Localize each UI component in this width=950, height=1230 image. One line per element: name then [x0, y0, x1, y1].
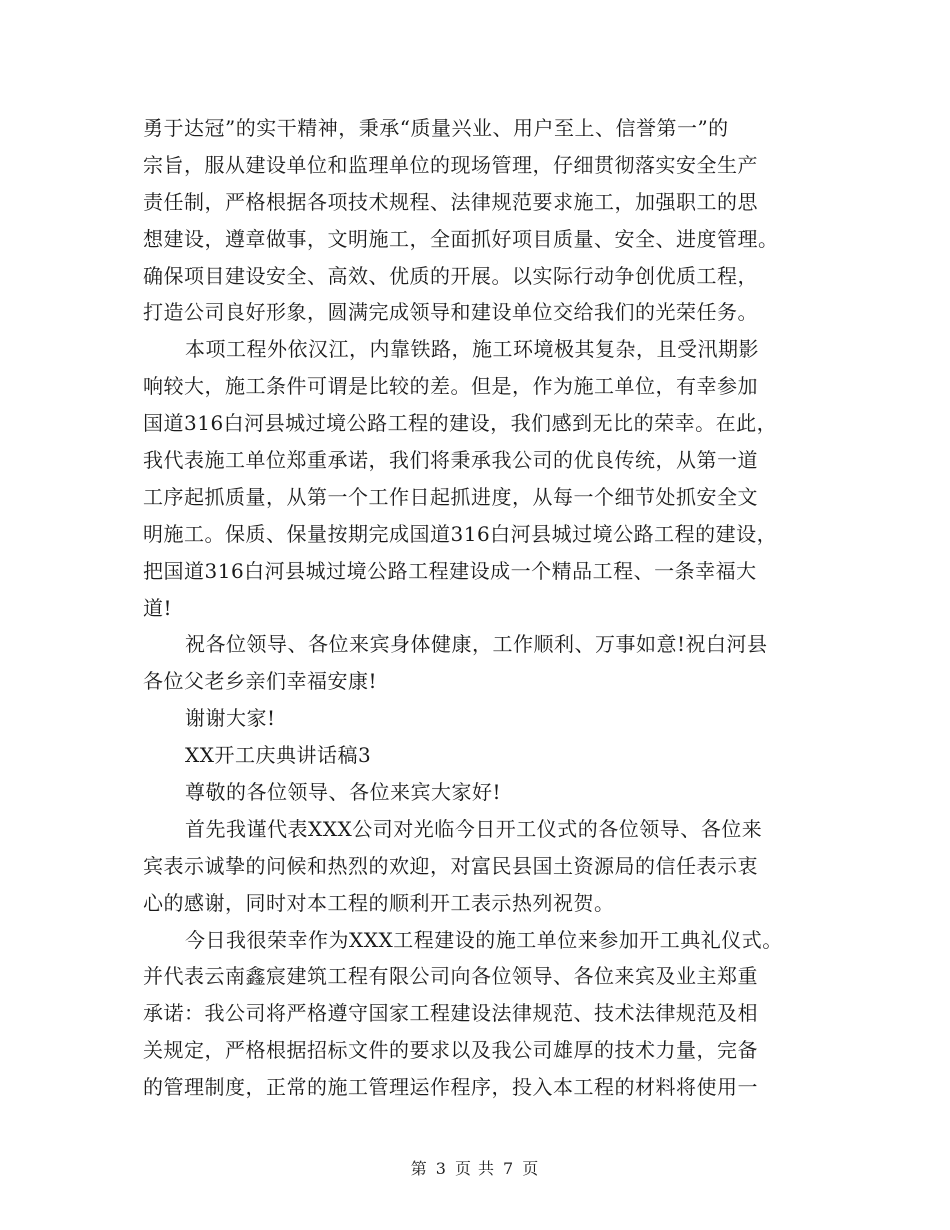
text-line: 宾表示诚挚的问候和热烈的欢迎，对富民县国土资源局的信任表示衷 [143, 853, 758, 878]
text-line: 尊敬的各位领导、各位来宾大家好! [185, 780, 502, 805]
text-line: 响较大，施工条件可谓是比较的差。但是，作为施工单位，有幸参加 [143, 374, 758, 399]
footer-total-pages: 7 [503, 1159, 515, 1178]
text-line: 各位父老乡亲们幸福安康! [143, 669, 378, 694]
text-line: 承诺：我公司将严格遵守国家工程建设法律规范、技术法律规范及相 [143, 1001, 758, 1026]
text-line: 道! [143, 595, 173, 620]
text-line: 心的感谢，同时对本工程的顺利开工表示热列祝贺。 [143, 890, 615, 915]
footer-suffix: 页 [522, 1159, 540, 1178]
text-line: 的管理制度，正常的施工管理运作程序，投入本工程的材料将使用一 [143, 1075, 758, 1100]
text-line: 本项工程外依汉江，内靠铁路，施工环境极其复杂，且受汛期影 [185, 337, 759, 362]
text-line: 明施工。保质、保量按期完成国道316白河县城过境公路工程的建设， [143, 521, 778, 546]
text-line: 祝各位领导、各位来宾身体健康，工作顺利、万事如意!祝白河县 [185, 632, 768, 657]
text-line: 国道316白河县城过境公路工程的建设，我们感到无比的荣幸。在此， [143, 411, 778, 436]
text-line: 责任制，严格根据各项技术规程、法律规范要求施工，加强职工的思 [143, 189, 758, 214]
footer-prefix: 第 [410, 1159, 428, 1178]
footer-current-page: 3 [435, 1159, 447, 1178]
text-line: 宗旨，服从建设单位和监理单位的现场管理，仔细贯彻落实安全生产 [143, 152, 758, 177]
page-footer [0, 1156, 950, 1179]
text-line: 谢谢大家! [185, 706, 276, 731]
text-line: 关规定，严格根据招标文件的要求以及我公司雄厚的技术力量，完备 [143, 1038, 758, 1063]
text-line: 今日我很荣幸作为XXX工程建设的施工单位来参加开工典礼仪式。 [185, 927, 783, 952]
text-line: 想建设，遵章做事，文明施工，全面抓好项目质量、安全、进度管理。 [143, 226, 779, 251]
text-line: 勇于达冠”的实干精神，秉承“质量兴业、用户至上、信誉第一”的 [143, 116, 729, 140]
text-line: 并代表云南鑫宸建筑工程有限公司向各位领导、各位来宾及业主郑重 [143, 964, 758, 989]
text-line: XX开工庆典讲话稿3 [185, 743, 372, 768]
text-line: 打造公司良好形象，圆满完成领导和建设单位交给我们的光荣任务。 [143, 300, 758, 325]
text-line: 工序起抓质量，从第一个工作日起抓进度，从每一个细节处抓安全文 [143, 484, 758, 509]
document-body [143, 110, 807, 1106]
text-line: 确保项目建设安全、高效、优质的开展。以实际行动争创优质工程， [143, 263, 758, 288]
footer-middle: 页 共 [454, 1159, 496, 1178]
text-line: 首先我谨代表XXX公司对光临今日开工仪式的各位领导、各位来 [185, 816, 763, 841]
text-line: 把国道316白河县城过境公路工程建设成一个精品工程、一条幸福大 [143, 558, 757, 583]
text-line: 我代表施工单位郑重承诺，我们将秉承我公司的优良传统，从第一道 [143, 448, 758, 473]
